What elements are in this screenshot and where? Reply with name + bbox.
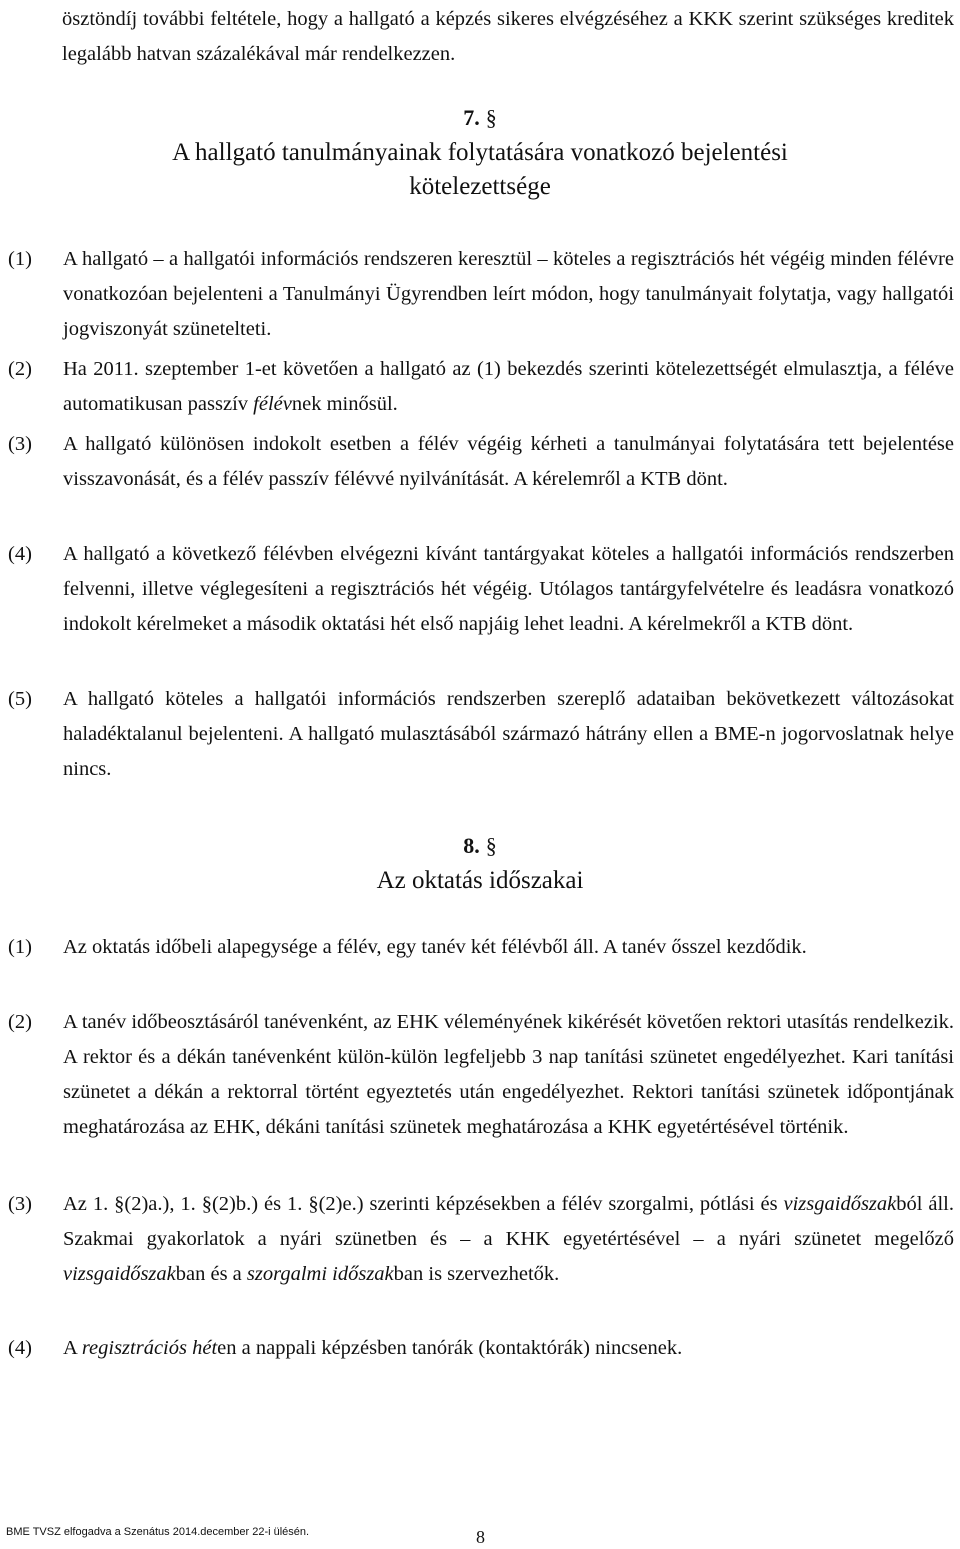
s7-paragraph-3 (0, 427, 954, 497)
italic-term: vizsgaidőszak (783, 1193, 897, 1215)
italic-term: szorgalmi időszak (246, 1263, 394, 1285)
paragraph-text (63, 1331, 954, 1366)
text-run: ból áll. Szakmai gyakorlatok a nyári szünetben és – a KHK egyetértésével – a nyári szünetet megelőző (63, 1193, 954, 1250)
paragraph-text: A hallgató – a hallgatói információs rendszeren keresztül – köteles a regisztrációs hét végéig minden félévre vonatkozóan bejelenteni a Tanulmányi Ügyrendben leírt módon, hogy tanulmányait folytatja, vagy hallgatói jogviszonyát szünetelteti. (63, 248, 954, 340)
paragraph-text (63, 352, 954, 422)
paragraph-number: (3) (8, 1193, 32, 1215)
section-number-text: 7. (463, 105, 480, 130)
s7-paragraph-5 (0, 682, 954, 787)
text-run: Ha 2011. szeptember 1-et követően a hallgató az (1) bekezdés szerinti kötelezettségét elmulasztja, a féléve automatikusan passzív (63, 358, 954, 415)
paragraph-number: (2) (8, 358, 32, 380)
s8-paragraph-2 (0, 1005, 954, 1145)
paragraph-text: Az oktatás időbeli alapegysége a félév, egy tanév két félévből áll. A tanév ősszel kezdődik. (63, 936, 807, 958)
section-7-title-line2: kötelezettsége (409, 173, 551, 200)
page-number: 8 (476, 1527, 485, 1547)
paragraph-number: (5) (8, 688, 32, 710)
text-run: ban is szervezhetők. (393, 1263, 560, 1285)
paragraph-number: (1) (8, 248, 32, 270)
section-8-number (0, 828, 960, 864)
section-8-heading (0, 828, 960, 898)
paragraph-number: (3) (8, 433, 32, 455)
paragraph-text: A hallgató a következő félévben elvégezni kívánt tantárgyakat köteles a hallgatói információs rendszerben felvenni, illetve véglegesíteni a regisztrációs hét végéig. Utólagos tantárgyfelvételre és leadásra vonatkozó indokolt kérelmeket a második oktatási hét első napjáig lehet leadni. A kérelmekről a KTB dönt. (63, 543, 954, 635)
section-number-text: 8. (463, 833, 480, 858)
s8-paragraph-1 (0, 930, 954, 965)
intro-paragraph: ösztöndíj további feltétele, hogy a hallgató a képzés sikeres elvégzéséhez a KKK szerint szükséges kreditek legalább hatvan százalékával már rendelkezzen. (62, 8, 954, 65)
text-run: en a nappali képzésben tanórák (kontaktórák) nincsenek. (217, 1337, 683, 1359)
section-7-title-line1: A hallgató tanulmányainak folytatására vonatkozó bejelentési (172, 139, 788, 166)
paragraph-number: (1) (8, 936, 32, 958)
paragraph-number: (4) (8, 1337, 32, 1359)
italic-term: vizsgaidőszak (63, 1263, 176, 1285)
italic-term: félév (253, 393, 292, 415)
paragraph-text: A hallgató köteles a hallgatói információs rendszerben szereplő adataiban bekövetkezett változásokat haladéktalanul bejelenteni. A hallgató mulasztásából származó hátrány ellen a BME-n jogorvoslatnak helye nincs. (63, 688, 954, 780)
s8-paragraph-4 (0, 1331, 954, 1366)
text-run: Az 1. §(2)a.), 1. §(2)b.) és 1. §(2)e.) szerinti képzésekben a félév szorgalmi, pótlási és (63, 1193, 784, 1215)
paragraph-sign: § (485, 833, 497, 858)
text-run: ban és a (175, 1263, 247, 1285)
s7-paragraph-2 (0, 352, 954, 422)
section-7-number (0, 100, 960, 136)
section-7-heading (0, 100, 960, 204)
s8-paragraph-3 (0, 1187, 954, 1292)
text-run: nek minősül. (291, 393, 398, 415)
paragraph-number: (4) (8, 543, 32, 565)
section-8-title: Az oktatás időszakai (376, 867, 584, 894)
s7-paragraph-1 (0, 242, 954, 347)
paragraph-sign: § (485, 105, 497, 130)
page-footer: BME TVSZ elfogadva a Szenátus 2014.december 22-i ülésén. (6, 1526, 310, 1538)
paragraph-text: A tanév időbeosztásáról tanévenként, az EHK véleményének kikérését követően rektori utasítás rendelkezik. A rektor és a dékán tanévenként külön-külön legfeljebb 3 nap tanítási szünetet engedélyezhet. Kari tanítási szünetet a dékán a rektorral történt egyeztetés után engedélyezhet. Rektori tanítási szünetek időpontjának meghatározása az EHK, dékáni tanítási szünetek meghatározása a KHK egyetértésével történik. (63, 1011, 954, 1138)
s7-paragraph-4 (0, 537, 954, 642)
italic-term: regisztrációs hét (81, 1337, 218, 1359)
paragraph-text: A hallgató különösen indokolt esetben a félév végéig kérheti a tanulmányai folytatására tett bejelentése visszavonását, és a félév passzív félévvé nyilvánítását. A kérelemről a KTB dönt. (63, 433, 954, 490)
text-run: A (63, 1337, 82, 1359)
paragraph-text (63, 1187, 954, 1292)
paragraph-number: (2) (8, 1011, 32, 1033)
